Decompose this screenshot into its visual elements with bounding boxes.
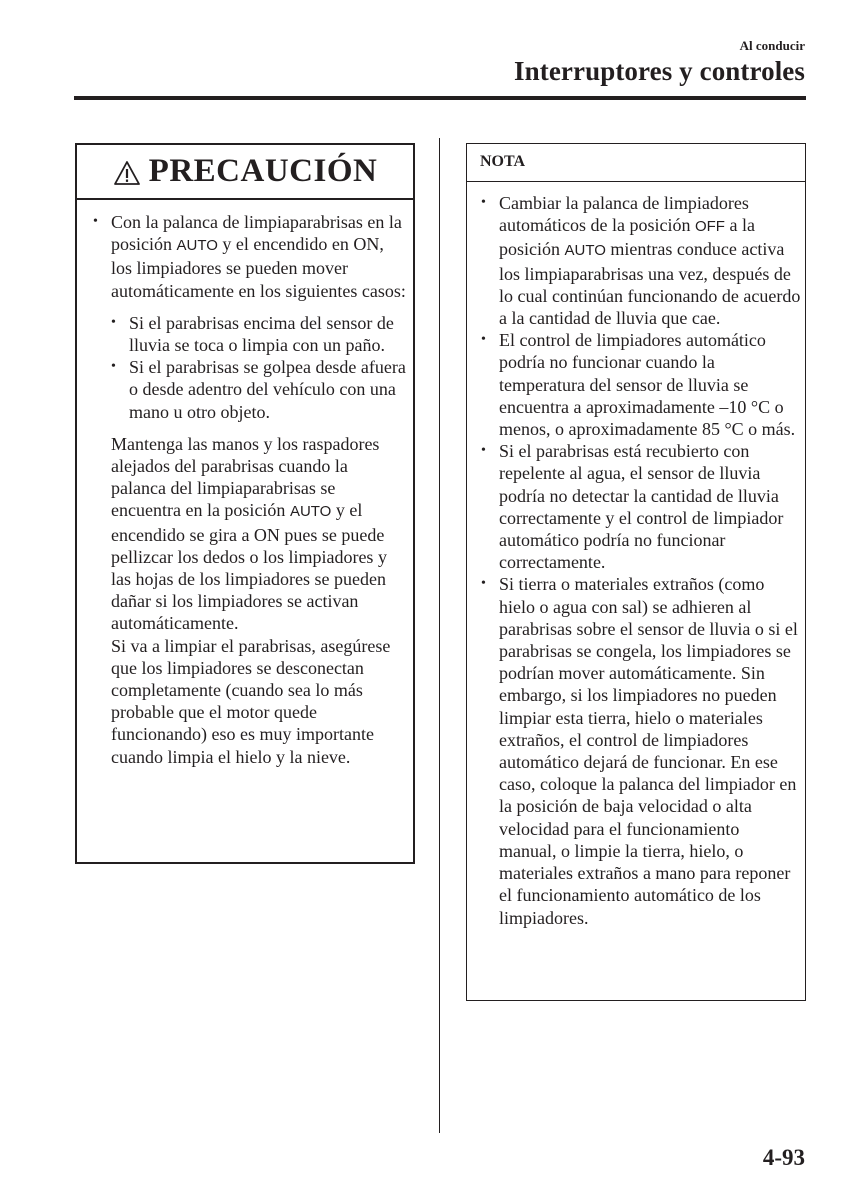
caution-paragraph: Si va a limpiar el parabrisas, asegúrese que los limpiadores se desconectan completamente (cuando sea lo más probable que el motor quede funcionando) eso es muy importante cuando limpia el hielo y la nieve. <box>111 635 391 767</box>
caution-sub-bullet: • Si el parabrisas encima del sensor de lluvia se toca o limpia con un paño. <box>109 312 407 356</box>
column-divider <box>439 138 440 1133</box>
caution-body <box>91 211 407 768</box>
page-number: 4-93 <box>762 1145 805 1170</box>
note-bullet: • Si tierra o materiales extraños (como hielo o agua con sal) se adhieren al parabrisas sobre el sensor de lluvia o si el parabrisas se congela, los limpiadores se podrían mover automáticamente. Sin embargo, si los limpiadores no pueden limpiar esta tierra, hielo o materiales extraños, el control de limpiadores automático dejará de funcionar. En ese caso, coloque la palanca del limpiador en la posición de baja velocidad o alta velocidad para el funcionamiento manual, o limpie la tierra, hielo, o materiales extraños a mano para reponer el funcionamiento automático de los limpiadores. <box>479 573 801 928</box>
caution-box <box>75 143 415 864</box>
term-auto: AUTO <box>564 242 606 260</box>
note-box <box>466 143 806 1001</box>
header-rule <box>74 96 806 100</box>
warning-triangle-icon <box>113 160 141 186</box>
note-bullet: • El control de limpiadores automático podría no funcionar cuando la temperatura del sensor de lluvia se encuentra a aproximadamente –10 °C o menos, o aproximadamente 85 °C o más. <box>479 329 801 440</box>
note-title: NOTA <box>467 144 805 182</box>
note-bullet: • Cambiar la palanca de limpiadores automáticos de la posición OFF a la posición AUTO mientras conduce activa los limpiaparabrisas una vez, después de lo cual continúan funcionando de acuerdo a la cantidad de lluvia que cae. <box>479 192 801 329</box>
caution-sub-list <box>91 312 407 423</box>
section-label: Al conducir <box>739 38 805 53</box>
term-off: OFF <box>694 218 725 236</box>
caution-sub-bullet: • Si el parabrisas se golpea desde afuera o desde adentro del vehículo con una mano u otro objeto. <box>109 356 407 423</box>
caution-header <box>77 145 413 200</box>
caution-title: PRECAUCIÓN <box>148 153 378 189</box>
term-auto: AUTO <box>176 237 218 255</box>
note-body <box>479 192 801 929</box>
note-bullet: • Si el parabrisas está recubierto con repelente al agua, el sensor de lluvia podría no detectar la cantidad de lluvia correctamente y el control de limpiador automático podría no funcionar correctamente. <box>479 440 801 573</box>
caution-paragraph: Mantenga las manos y los raspadores alejados del parabrisas cuando la palanca del limpiaparabrisas se encuentra en la posición AUTO y el encendido se gira a ON pues se puede pellizcar los dedos o los limpiadores y las hojas de los limpiadores se pueden dañar si los limpiadores se activan automáticamente. <box>111 433 387 634</box>
page-title: Interruptores y controles <box>514 56 805 86</box>
caution-bullet: • Con la palanca de limpiaparabrisas en la posición AUTO y el encendido en ON, los limpiadores se pueden mover automáticamente en los siguientes casos: <box>91 211 407 302</box>
term-auto: AUTO <box>289 503 332 521</box>
